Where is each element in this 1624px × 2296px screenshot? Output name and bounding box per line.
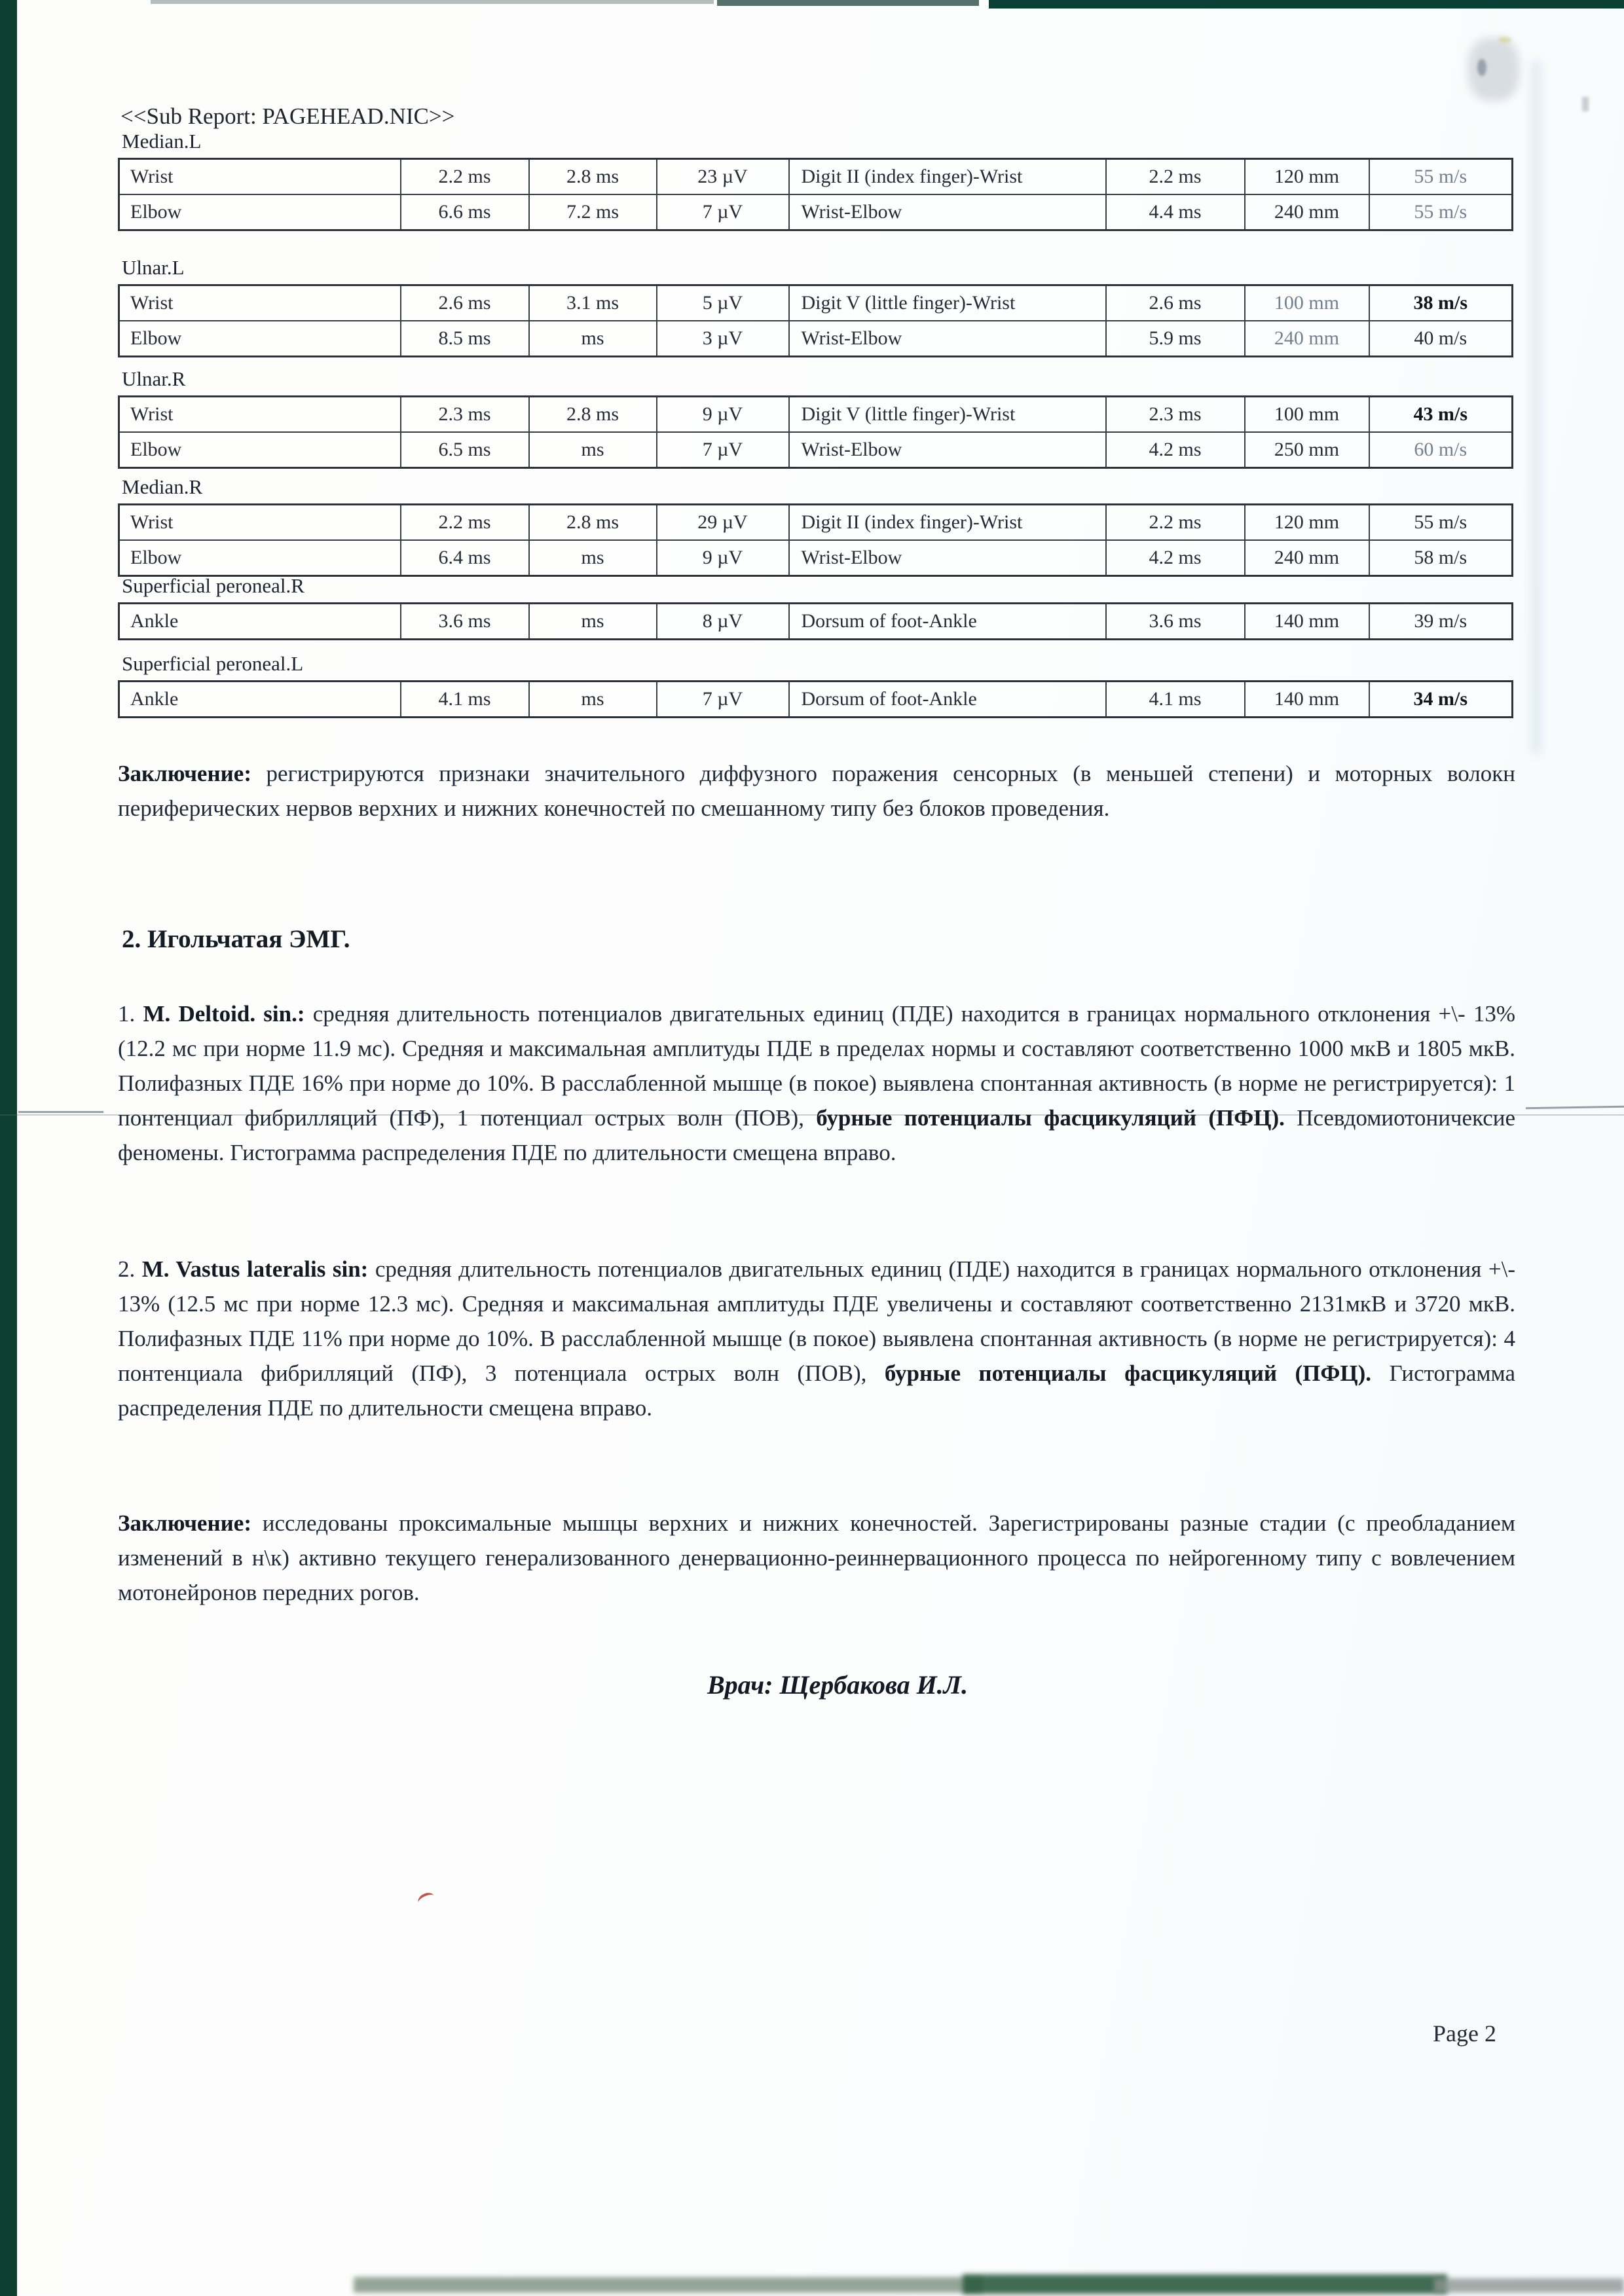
nerve-section-ulnar-r	[118, 367, 1514, 469]
nerve-label: Superficial peroneal.L	[122, 652, 304, 675]
site-cell: Elbow	[119, 321, 401, 357]
value-cell: 2.8 ms	[529, 397, 657, 433]
site-cell: Ankle	[119, 682, 401, 718]
value-cell: 100 mm	[1245, 397, 1369, 433]
segment-cell: Wrist-Elbow	[789, 540, 1106, 576]
item-number: 2.	[118, 1256, 142, 1282]
value-cell: 250 mm	[1245, 432, 1369, 468]
value-cell: 5.9 ms	[1106, 321, 1245, 357]
scan-smudge	[1498, 37, 1511, 43]
value-cell: 39 m/s	[1369, 604, 1513, 640]
segment-cell: Wrist-Elbow	[789, 321, 1106, 357]
value-cell: 7 µV	[657, 194, 789, 230]
value-cell: 6.4 ms	[401, 540, 529, 576]
value-cell: 29 µV	[657, 505, 789, 541]
nerve-section-ulnar-l	[118, 255, 1514, 357]
value-cell: 2.2 ms	[401, 505, 529, 541]
value-cell: 55 m/s	[1369, 505, 1513, 541]
value-cell: 4.2 ms	[1106, 540, 1245, 576]
conclusion-ncs	[118, 756, 1515, 826]
ncs-table	[118, 503, 1513, 577]
value-cell: 58 m/s	[1369, 540, 1513, 576]
conclusion-label: Заключение:	[118, 1510, 251, 1536]
table-row	[119, 321, 1513, 357]
report-header: <<Sub Report: PAGEHEAD.NIC>>	[120, 103, 455, 129]
conclusion-text: регистрируются признаки значительного диффузного поражения сенсорных (в меньшей степени) и моторных волокн периферических нервов верхних и нижних конечностей по смешанному типу без блоков проведения.	[118, 761, 1515, 821]
value-cell: 8.5 ms	[401, 321, 529, 357]
value-cell: 55 m/s	[1369, 159, 1513, 195]
scan-smudge	[1468, 38, 1519, 101]
value-cell: ms	[529, 321, 657, 357]
table-row	[119, 285, 1513, 321]
value-cell: 4.4 ms	[1106, 194, 1245, 230]
doctor-signature: Врач: Щербакова И.Л.	[707, 1670, 969, 1700]
table-row	[119, 505, 1513, 541]
scan-fold-line	[18, 1111, 103, 1113]
site-cell: Wrist	[119, 285, 401, 321]
value-cell: 40 m/s	[1369, 321, 1513, 357]
value-cell: 240 mm	[1245, 321, 1369, 357]
value-cell: 2.6 ms	[401, 285, 529, 321]
value-cell: 100 mm	[1245, 285, 1369, 321]
scan-edge-top	[989, 0, 1624, 9]
finding-text: Псевдомиотоничексие феномены. Гистограмма распределения ПДЕ по длительности смещена вправо.	[118, 1105, 1515, 1165]
segment-cell: Dorsum of foot-Ankle	[789, 604, 1106, 640]
conclusion-label: Заключение:	[118, 761, 251, 786]
site-cell: Elbow	[119, 194, 401, 230]
table-row	[119, 397, 1513, 433]
scan-edge-top	[717, 0, 979, 6]
nerve-section-median-l	[118, 129, 1514, 231]
finding-text: Гистограмма распределения ПДЕ по длительности смещена вправо.	[118, 1360, 1515, 1421]
site-cell: Elbow	[119, 540, 401, 576]
value-cell: 3.6 ms	[401, 604, 529, 640]
item-number: 1.	[118, 1001, 143, 1027]
nerve-label: Superficial peroneal.R	[122, 574, 304, 597]
value-cell: 4.2 ms	[1106, 432, 1245, 468]
site-cell: Ankle	[119, 604, 401, 640]
site-cell: Wrist	[119, 159, 401, 195]
value-cell: 140 mm	[1245, 604, 1369, 640]
value-cell: 4.1 ms	[1106, 682, 1245, 718]
value-cell: 2.3 ms	[1106, 397, 1245, 433]
value-cell: 2.2 ms	[1106, 505, 1245, 541]
scan-streak	[1531, 60, 1541, 754]
value-cell: 2.2 ms	[401, 159, 529, 195]
ncs-table	[118, 680, 1513, 718]
scan-edge-top	[151, 0, 714, 4]
value-cell: 38 m/s	[1369, 285, 1513, 321]
segment-cell: Digit V (little finger)-Wrist	[789, 397, 1106, 433]
segment-cell: Digit II (index finger)-Wrist	[789, 505, 1106, 541]
value-cell: 43 m/s	[1369, 397, 1513, 433]
segment-cell: Wrist-Elbow	[789, 432, 1106, 468]
value-cell: 120 mm	[1245, 505, 1369, 541]
nerve-label: Median.L	[122, 130, 202, 153]
segment-cell: Wrist-Elbow	[789, 194, 1106, 230]
finding-text: средняя длительность потенциалов двигательных единиц (ПДЕ) находится в границах нормального отклонения +\- 13% (12.5 мс при норме 12.3 мс). Средняя и максимальная амплитуды ПДЕ увеличены и составляют соответственно 2131мкВ и 3720 мкВ. Полифазных ПДЕ 11% при норме до 10%. В расслабленной мышце (в покое) выявлена спонтанная активность (в норме не регистрируется): 4 понтенциала фибрилляций (ПФ), 3 потенциала острых волн (ПОВ),	[118, 1256, 1516, 1386]
nerve-section-peroneal-l	[118, 651, 1514, 718]
scan-edge-bottom	[354, 2277, 982, 2293]
value-cell: 120 mm	[1245, 159, 1369, 195]
site-cell: Wrist	[119, 505, 401, 541]
finding-text: средняя длительность потенциалов двигательных единиц (ПДЕ) находится в границах нормального отклонения +\- 13% (12.2 мс при норме 11.9 мс). Средняя и максимальная амплитуды ПДЕ в пределах нормы и составляют соответственно 1000 мкВ и 1805 мкВ. Полифазных ПДЕ 16% при норме до 10%. В расслабленной мышце (в покое) выявлена спонтанная активность (в норме не регистрируется): 1 понтенциал фибрилляций (ПФ), 1 потенциал острых волн (ПОВ),	[118, 1001, 1515, 1131]
value-cell: 55 m/s	[1369, 194, 1513, 230]
value-cell: 140 mm	[1245, 682, 1369, 718]
scan-edge-left	[0, 0, 17, 2296]
ncs-table	[118, 158, 1513, 231]
red-pen-mark	[416, 1890, 436, 1908]
ncs-table	[118, 602, 1513, 640]
value-cell: 2.6 ms	[1106, 285, 1245, 321]
value-cell: 2.3 ms	[401, 397, 529, 433]
conclusion-text: исследованы проксимальные мышцы верхних и нижних конечностей. Зарегистрированы разные стадии (с преобладанием изменений в н\к) активно текущего генерализованного денервационно-реиннервационного процесса по нейрогенному типу с вовлечением мотонейронов передних рогов.	[118, 1510, 1515, 1605]
site-cell: Elbow	[119, 432, 401, 468]
value-cell: 7 µV	[657, 682, 789, 718]
value-cell: 7.2 ms	[529, 194, 657, 230]
value-cell: 240 mm	[1245, 194, 1369, 230]
value-cell: 6.6 ms	[401, 194, 529, 230]
value-cell: 3 µV	[657, 321, 789, 357]
nerve-label: Ulnar.R	[122, 367, 186, 390]
segment-cell: Digit II (index finger)-Wrist	[789, 159, 1106, 195]
value-cell: 8 µV	[657, 604, 789, 640]
page-number: Page 2	[1433, 2020, 1496, 2047]
nerve-section-median-r	[118, 475, 1514, 577]
value-cell: 240 mm	[1245, 540, 1369, 576]
value-cell: 5 µV	[657, 285, 789, 321]
emg-paragraph-deltoid	[118, 996, 1515, 1170]
value-cell: 3.6 ms	[1106, 604, 1245, 640]
nerve-section-peroneal-r	[118, 574, 1514, 640]
scan-smudge	[1582, 97, 1589, 111]
table-row	[119, 194, 1513, 230]
value-cell: ms	[529, 432, 657, 468]
finding-bold-text: бурные потенциалы фасцикуляций (ПФЦ).	[884, 1360, 1372, 1386]
table-row	[119, 604, 1513, 640]
section-heading-needle-emg: 2. Игольчатая ЭМГ.	[122, 925, 350, 953]
emg-paragraph-vastus	[118, 1252, 1515, 1425]
table-row	[119, 159, 1513, 195]
value-cell: 2.8 ms	[529, 159, 657, 195]
scan-fold-line	[1526, 1106, 1624, 1110]
scan-edge-bottom	[1434, 2278, 1624, 2293]
value-cell: 4.1 ms	[401, 682, 529, 718]
value-cell: ms	[529, 540, 657, 576]
value-cell: 9 µV	[657, 397, 789, 433]
muscle-name: M. Deltoid. sin.:	[143, 1001, 305, 1027]
value-cell: 34 m/s	[1369, 682, 1513, 718]
muscle-name: M. Vastus lateralis sin:	[141, 1256, 369, 1282]
scan-edge-bottom	[963, 2274, 1447, 2294]
table-row	[119, 540, 1513, 576]
segment-cell: Dorsum of foot-Ankle	[789, 682, 1106, 718]
table-row	[119, 682, 1513, 718]
ncs-table	[118, 284, 1513, 357]
value-cell: 2.8 ms	[529, 505, 657, 541]
table-row	[119, 432, 1513, 468]
segment-cell: Digit V (little finger)-Wrist	[789, 285, 1106, 321]
nerve-label: Median.R	[122, 475, 203, 498]
finding-bold-text: бурные потенциалы фасцикуляций (ПФЦ).	[816, 1105, 1285, 1131]
site-cell: Wrist	[119, 397, 401, 433]
conclusion-emg	[118, 1506, 1515, 1610]
value-cell: 6.5 ms	[401, 432, 529, 468]
value-cell: 23 µV	[657, 159, 789, 195]
value-cell: 7 µV	[657, 432, 789, 468]
value-cell: 9 µV	[657, 540, 789, 576]
value-cell: ms	[529, 604, 657, 640]
value-cell: 3.1 ms	[529, 285, 657, 321]
nerve-label: Ulnar.L	[122, 256, 185, 279]
value-cell: 60 m/s	[1369, 432, 1513, 468]
scan-smudge	[1477, 59, 1486, 76]
value-cell: ms	[529, 682, 657, 718]
value-cell: 2.2 ms	[1106, 159, 1245, 195]
ncs-table	[118, 395, 1513, 469]
